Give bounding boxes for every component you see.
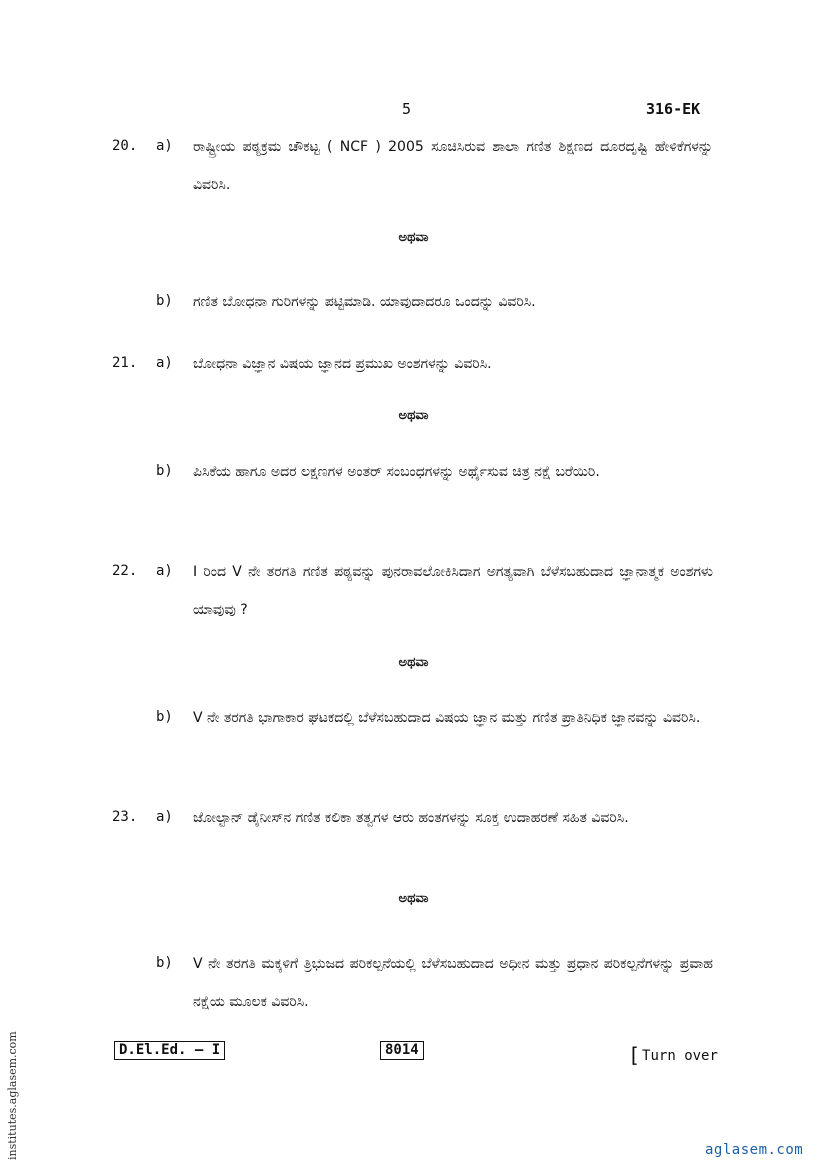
or-label: ಅಥವಾ bbox=[398, 230, 429, 245]
question-part-label: a) bbox=[156, 563, 173, 579]
question-part-label: a) bbox=[156, 138, 173, 154]
or-label: ಅಥವಾ bbox=[398, 891, 429, 906]
question-part-text: ಪಿಸಿಕೆಯ ಹಾಗೂ ಅದರ ಲಕ್ಷಣಗಳ ಅಂತರ್ ಸಂಬಂಧಗಳನ್ನು ಅರ್ಥೈಸುವ ಚಿತ್ರ ನಕ್ಷೆ ಬರೆಯಿರಿ. bbox=[193, 464, 600, 480]
question-part-text: ರಾಷ್ಟ್ರೀಯ ಪಠ್ಯಕ್ರಮ ಚೌಕಟ್ಟ ( NCF ) 2005 ಸೂಚಿಸಿರುವ ಶಾಲಾ ಗಣಿತ ಶಿಕ್ಷಣದ ದೂರದೃಷ್ಟಿ ಹೇಳಿಕೆಗಳನ್ನು ವಿವರಿಸಿ. bbox=[193, 139, 713, 193]
question-number: 21. bbox=[112, 355, 138, 371]
question-part-label: b) bbox=[156, 709, 173, 725]
side-watermark: institutes.aglasem.com bbox=[6, 1031, 19, 1160]
question-part-text: I ರಿಂದ V ನೇ ತರಗತಿ ಗಣಿತ ಪಠ್ಯವನ್ನು ಪುನರಾವಲೋಕಿಸಿದಾಗ ಅಗತ್ಯವಾಗಿ ಬೆಳೆಸಬಹುದಾದ ಜ್ಞಾನಾತ್ಮಕ ಅಂಶಗಳು ಯಾವುವು ? bbox=[193, 564, 713, 618]
question-part-label: b) bbox=[156, 955, 173, 971]
question-part-text: V ನೇ ತರಗತಿ ಮಕ್ಕಳಿಗೆ ತ್ರಿಭುಜದ ಪರಿಕಲ್ಪನೆಯಲ್ಲಿ ಬೆಳೆಸಬಹುದಾದ ಅಧೀನ ಮತ್ತು ಪ್ರಧಾನ ಪರಿಕಲ್ಪನೆಗಳನ್ನು ಪ್ರವಾಹ ನಕ್ಷೆಯ ಮೂಲಕ ವಿವರಿಸಿ. bbox=[193, 956, 713, 1010]
question-number: 22. bbox=[112, 563, 138, 579]
question-part-text: ಗಣಿತ ಬೋಧನಾ ಗುರಿಗಳನ್ನು ಪಟ್ಟಿಮಾಡಿ. ಯಾವುದಾದರೂ ಒಂದನ್ನು ವಿವರಿಸಿ. bbox=[193, 294, 536, 310]
booklet-number-box: 8014 bbox=[380, 1041, 424, 1060]
bracket-glyph: [ bbox=[628, 1043, 641, 1067]
turn-over-text: Turn over bbox=[642, 1048, 718, 1064]
or-label: ಅಥವಾ bbox=[398, 408, 429, 423]
question-part-text: ಬೋಧನಾ ವಿಜ್ಞಾನ ವಿಷಯ ಜ್ಞಾನದ ಪ್ರಮುಖ ಅಂಶಗಳನ್ನು ವಿವರಿಸಿ. bbox=[193, 356, 492, 372]
question-part-text: V ನೇ ತರಗತಿ ಭಾಗಾಕಾರ ಘಟಕದಲ್ಲಿ ಬೆಳೆಸಬಹುದಾದ ವಿಷಯ ಜ್ಞಾನ ಮತ್ತು ಗಣಿತ ಪ್ರಾತಿನಿಧಿಕ ಜ್ಞಾನವನ್ನು ವಿವರಿಸಿ. bbox=[193, 710, 701, 726]
question-part-label: a) bbox=[156, 809, 173, 825]
question-part-label: b) bbox=[156, 463, 173, 479]
bottom-watermark: aglasem.com bbox=[705, 1142, 804, 1158]
question-part-label: b) bbox=[156, 293, 173, 309]
page-number: 5 bbox=[402, 100, 412, 118]
question-number: 23. bbox=[112, 809, 138, 825]
question-part-label: a) bbox=[156, 355, 173, 371]
paper-code: 316-EK bbox=[646, 100, 701, 118]
course-code-box: D.El.Ed. – I bbox=[114, 1041, 225, 1060]
question-part-text: ಜೋಲ್ಟಾನ್ ಡೈನೀಸ್‌ನ ಗಣಿತ ಕಲಿಕಾ ತತ್ವಗಳ ಆರು ಹಂತಗಳನ್ನು ಸೂಕ್ತ ಉದಾಹರಣೆ ಸಹಿತ ವಿವರಿಸಿ. bbox=[193, 810, 629, 826]
turn-over-note bbox=[628, 1041, 718, 1065]
or-label: ಅಥವಾ bbox=[398, 655, 429, 670]
question-number: 20. bbox=[112, 138, 138, 154]
